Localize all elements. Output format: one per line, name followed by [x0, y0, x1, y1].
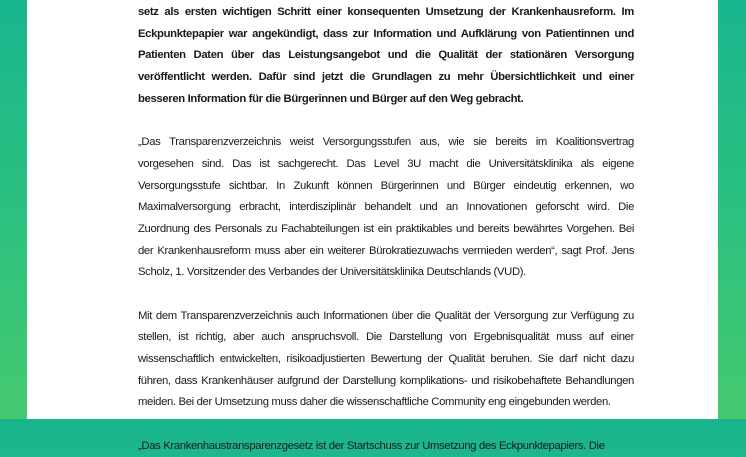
paragraph-gap	[138, 284, 634, 306]
article-body	[138, 0, 634, 457]
lead-paragraph: setz als ersten wichtigen Schritt einer konsequenten Umsetzung der Krankenhausreform. Im Eckpunktepapier war angekündigt, dass zur Information und Aufklärung von Patientinnen und Patienten Daten über das Leistungsangebot und die Qualität der stationären Versorgung veröffentlicht werden. Dafür sind jetzt die Grundlagen zu mehr Übersichtlichkeit und einer besseren Information für die Bürgerinnen und Bürger auf den Weg gebracht.	[138, 6, 634, 105]
quote-paragraph: „Das Transparenzverzeichnis weist Versorgungsstufen aus, wie sie bereits im Koalitionsvertrag vorgesehen sind. Das ist sachgerecht. Das Level 3U macht die Universitätsklinika als eigene Versorgungsstufe sichtbar. In Zukunft können Bürgerinnen und Bürger eindeutig erkennen, wo Maximalversorgung erbracht, interdisziplinär behandelt und an Innovationen geforscht wird. Die Zuordnung des Personals zu Fachabteilungen ist ein praktikables und bereits bewährtes Vorgehen. Bei der Krankenhausreform muss aber ein weiterer Bürokratiezuwachs vermieden werden“, sagt Prof. Jens Scholz, 1. Vorsitzender des Verbandes der Universitätsklinika Deutschlands (VUD).	[138, 136, 634, 279]
paragraph-gap	[138, 414, 634, 436]
quality-paragraph: Mit dem Transparenzverzeichnis auch Informationen über die Qualität der Versorgung zur Verfügung zu stellen, ist richtig, aber auch anspruchsvoll. Die Darstellung von Ergebnisqualität muss auf einer wissenschaftlich entwickelten, risikoadjustierten Bewertung der Qualität beruhen. Sie darf nicht dazu führen, dass Krankenhäuser aufgrund der Darstellung komplikations- und risikobehaftete Behandlungen meiden. Bei der Umsetzung muss daher die wissenschaftliche Community eng eingebunden werden.	[138, 309, 634, 409]
document-page	[27, 0, 718, 452]
cutoff-paragraph: „Das Krankenhaustransparenzgesetz ist der Startschuss zur Umsetzung des Eckpunktepapiers. Die	[138, 439, 605, 452]
paragraph-gap	[138, 111, 634, 133]
